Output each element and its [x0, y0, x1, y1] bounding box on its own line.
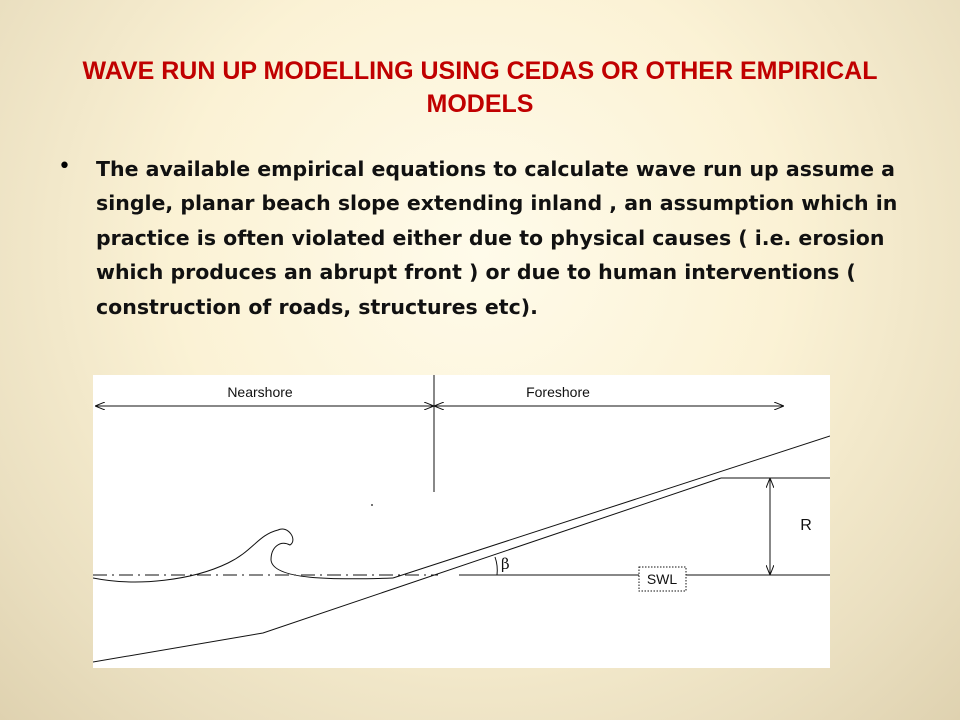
planar-slope-line — [393, 436, 830, 578]
bullet-marker: • — [58, 154, 71, 179]
foreshore-label: Foreshore — [526, 384, 590, 400]
wave-runup-diagram — [93, 375, 830, 668]
nearshore-label: Nearshore — [227, 384, 293, 400]
slide-title: WAVE RUN UP MODELLING USING CEDAS OR OTHER EMPIRICAL MODELS — [82, 57, 878, 118]
runup-label: R — [800, 517, 812, 534]
beach-profile-line — [93, 478, 721, 662]
wave-runup-diagram-svg — [93, 375, 830, 668]
bullet-text: The available empirical equations to calculate wave run up assume a single, planar beach slope extending inland , an assumption which in practice is often violated either due to physical causes ( i.e. erosion which produces an abrupt front ) or due to human interventions ( construction of roads, structures etc). — [96, 157, 898, 319]
swl-label: SWL — [646, 571, 678, 587]
breaking-wave-shape — [93, 529, 393, 582]
slope-angle-label: β — [501, 555, 510, 573]
marker-dot — [371, 504, 373, 506]
slope-angle-arc — [495, 557, 497, 575]
